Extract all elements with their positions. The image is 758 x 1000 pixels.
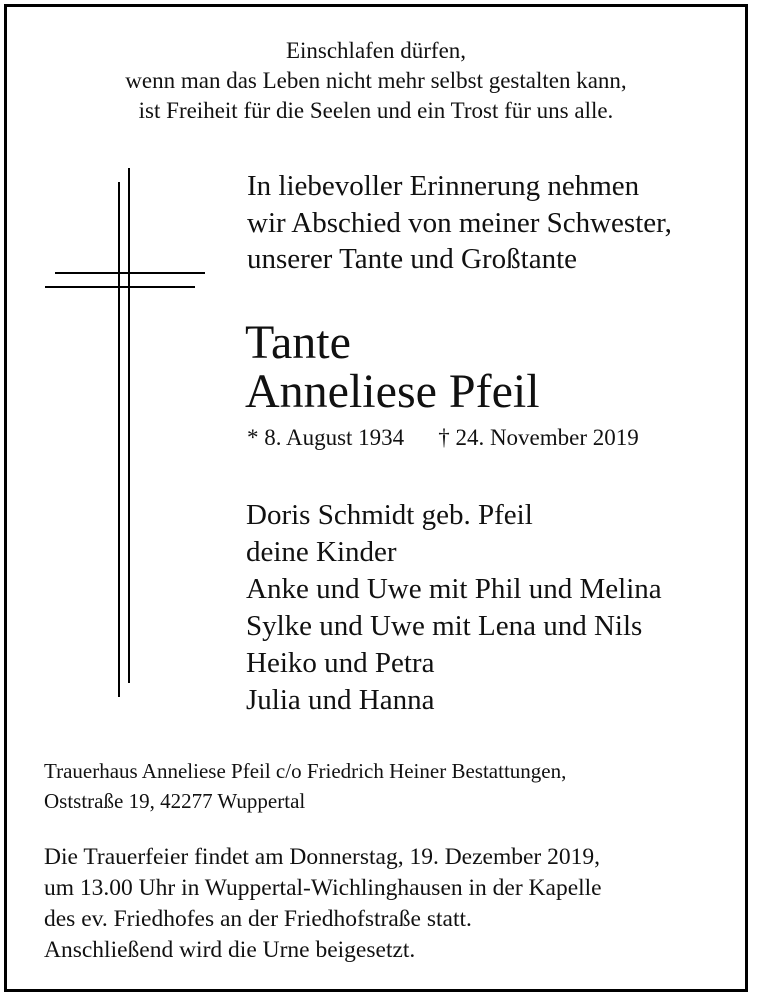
death-date: † 24. November 2019: [438, 425, 639, 450]
intro-line: wir Abschied von meiner Schwester,: [247, 206, 672, 239]
poem-line: wenn man das Leben nicht mehr selbst gestalten kann,: [125, 68, 627, 93]
mourner: Heiko und Petra: [246, 647, 435, 679]
mourner: deine Kinder: [246, 536, 397, 568]
life-dates: [247, 424, 639, 452]
mourning-address: [44, 756, 566, 816]
mourners-list: [246, 497, 662, 719]
service-line: des ev. Friedhofes an der Friedhofstraße statt.: [44, 906, 472, 932]
address-line: Oststraße 19, 42277 Wuppertal: [44, 789, 306, 813]
poem: [0, 36, 752, 126]
service-line: Die Trauerfeier findet am Donnerstag, 19. Dezember 2019,: [44, 844, 600, 870]
deceased-title: Tante: [245, 316, 351, 369]
mourner: Sylke und Uwe mit Lena und Nils: [246, 610, 643, 642]
deceased-fullname: Anneliese Pfeil: [245, 365, 540, 418]
service-line: um 13.00 Uhr in Wuppertal-Wichlinghausen in der Kapelle: [44, 875, 602, 901]
mourner: Julia und Hanna: [246, 684, 435, 716]
poem-line: Einschlafen dürfen,: [285, 38, 467, 63]
deceased-name: [245, 318, 540, 416]
intro-line: unserer Tante und Großtante: [247, 243, 578, 275]
intro-line: In liebevoller Erinnerung nehmen: [247, 170, 640, 202]
intro-text: [247, 168, 672, 278]
service-line: Anschließend wird die Urne beigesetzt.: [44, 937, 416, 963]
mourner: Doris Schmidt geb. Pfeil: [246, 499, 533, 531]
mourner: Anke und Uwe mit Phil und Melina: [246, 573, 662, 605]
birth-date: * 8. August 1934: [247, 425, 405, 450]
poem-line: ist Freiheit für die Seelen und ein Trost für uns alle.: [138, 98, 614, 123]
address-line: Trauerhaus Anneliese Pfeil c/o Friedrich Heiner Bestattungen,: [44, 759, 567, 783]
service-info: [44, 842, 602, 966]
